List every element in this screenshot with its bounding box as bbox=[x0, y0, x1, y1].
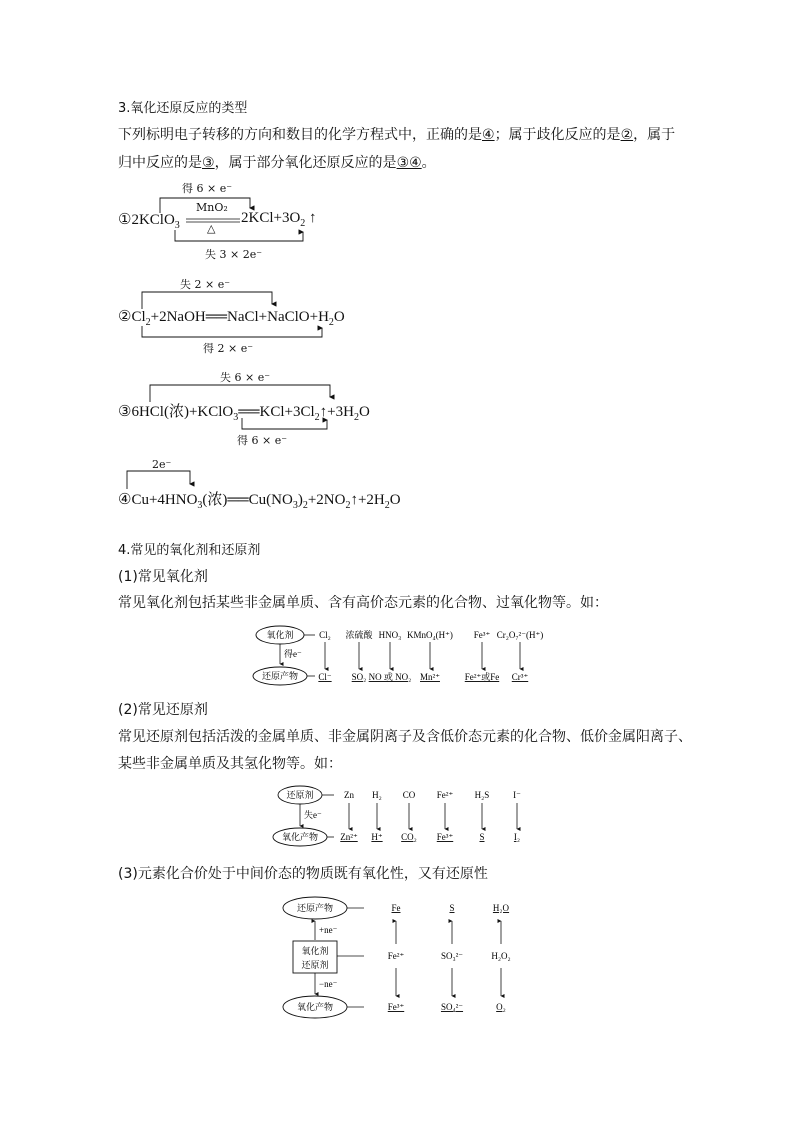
eq1-reactant: ①2KClO$_3$ bbox=[118, 212, 180, 231]
reductant-oval-label: 还原剂 bbox=[286, 790, 314, 800]
oxidant-bottom-item: Mn²⁺ bbox=[420, 672, 440, 682]
eq1-catalyst: MnO₂ bbox=[196, 201, 228, 214]
oxidant-bottom-item: SO₂ bbox=[351, 672, 367, 682]
oxidant-bottom-item: Fe²⁺或Fe bbox=[464, 672, 500, 682]
eq3-top-label: 失 6 × e⁻ bbox=[220, 371, 271, 384]
mid-middle-item: SO₃²⁻ bbox=[440, 951, 464, 961]
eq1-bottom-label: 失 3 × 2e⁻ bbox=[205, 248, 263, 261]
sub2-text-line1: 常见还原剂包括活泼的金属单质、非金属阴离子及含低价态元素的化合物、低价金属阳离子、 bbox=[118, 729, 692, 745]
sub2-text-line2: 某些非金属单质及其氢化物等。如： bbox=[118, 756, 342, 772]
eq3-bottom-label: 得 6 × e⁻ bbox=[237, 434, 288, 447]
eq2-top-label: 失 2 × e⁻ bbox=[180, 278, 231, 291]
eq4: $④Cu+4HNO_3$(浓)$══Cu(NO_3)_2+2NO_2↑+2H_2O$ bbox=[118, 492, 401, 511]
mid-bottom-item: O₂ bbox=[496, 1002, 506, 1012]
oxidant-bottom-item: Cl⁻ bbox=[318, 672, 332, 682]
mid-reduction-oval-label: 还原产物 bbox=[296, 903, 334, 913]
mid-middle-item: Fe²⁺ bbox=[387, 951, 405, 961]
eq3: ③6HCl(浓)$+KClO_3══KCl+3Cl_2↑+3H_2O$ bbox=[118, 404, 370, 423]
reductant-bottom-item: I₂ bbox=[513, 832, 521, 842]
oxidant-oval-label: 氧化剂 bbox=[266, 630, 294, 640]
sub3-heading: (3)元素化合价处于中间价态的物质既有氧化性，又有还原性 bbox=[118, 866, 488, 882]
eq1-products: $2KCl+3O_2$ ↑ bbox=[241, 210, 317, 229]
sub1-heading: (1)常见氧化剂 bbox=[118, 569, 208, 585]
oxidant-top-item: Fe³⁺ bbox=[473, 630, 491, 640]
para-text: 下列标明电子转移的方向和数目的化学方程式中，正确的是 bbox=[118, 127, 482, 143]
eq2-bottom-label: 得 2 × e⁻ bbox=[203, 342, 254, 355]
mid-top-item: Fe bbox=[391, 903, 401, 913]
para-text: ；属于歧化反应的是 bbox=[494, 127, 621, 143]
oxidant-top-item: HNO₃ bbox=[378, 630, 402, 640]
eq1-top-label: 得 6 × e⁻ bbox=[182, 182, 233, 195]
answer-partial-redox: ③④ bbox=[396, 155, 422, 171]
sub2-heading: (2)常见还原剂 bbox=[118, 702, 208, 718]
section4-heading: 4.常见的氧化剂和还原剂 bbox=[118, 543, 261, 558]
oxidant-columns bbox=[318, 629, 543, 682]
mid-oxidation-oval-label: 氧化产物 bbox=[296, 1002, 334, 1012]
oxidant-top-item: Cl₂ bbox=[319, 630, 331, 640]
mid-middle-item: H₂O₂ bbox=[491, 951, 511, 961]
reductant-bottom-item: H⁺ bbox=[371, 832, 383, 842]
lose-electron-label: 失e⁻ bbox=[304, 810, 322, 820]
oxidant-bottom-item: NO 或 NO₂ bbox=[368, 672, 412, 682]
mid-down-label: −ne⁻ bbox=[319, 979, 338, 989]
mid-agent-box-line2: 还原剂 bbox=[301, 960, 329, 970]
mid-columns bbox=[388, 903, 511, 1012]
mid-bottom-item: Fe³⁺ bbox=[387, 1002, 405, 1012]
eq1-heat-symbol: △ bbox=[207, 222, 216, 235]
oxidant-top-item: Cr₂O₇²⁻(H⁺) bbox=[496, 630, 544, 640]
para-text: 。 bbox=[421, 155, 436, 171]
reductant-bottom-item: S bbox=[479, 832, 485, 842]
mid-top-item: S bbox=[449, 903, 455, 913]
para-text: 归中反应的是 bbox=[118, 155, 202, 171]
reductant-top-item: Zn bbox=[344, 790, 354, 800]
answer-comproportionation: ③ bbox=[202, 155, 215, 171]
answer-disproportionation: ② bbox=[620, 127, 634, 143]
mid-agent-box-line1: 氧化剂 bbox=[301, 946, 329, 956]
eq2: $②Cl_2+2NaOH══NaCl+NaClO+H_2O$ bbox=[118, 309, 345, 328]
reductant-columns bbox=[340, 790, 521, 842]
sub1-text: 常见氧化剂包括某些非金属单质、含有高价态元素的化合物、过氧化物等。如： bbox=[118, 595, 608, 611]
section3-heading: 3.氧化还原反应的类型 bbox=[118, 101, 248, 116]
mid-up-label: +ne⁻ bbox=[319, 925, 338, 935]
para-text: ，属于 bbox=[633, 127, 676, 143]
oxidant-top-item: KMnO₄(H⁺) bbox=[407, 630, 453, 640]
eq4-top-label: 2e⁻ bbox=[152, 458, 172, 471]
reductant-bottom-item: Zn²⁺ bbox=[340, 832, 358, 842]
para-text: ，属于部分氧化还原反应的是 bbox=[214, 155, 397, 171]
reductant-bottom-item: Fe³⁺ bbox=[436, 832, 454, 842]
reductant-top-item: H₂ bbox=[372, 790, 382, 800]
gain-electron-label: 得e⁻ bbox=[284, 649, 302, 659]
mid-bottom-item: SO₄²⁻ bbox=[440, 1002, 464, 1012]
oxidant-top-item: 浓硫酸 bbox=[345, 630, 373, 640]
reductant-top-item: I⁻ bbox=[513, 790, 521, 800]
oxidant-bottom-item: Cr³⁺ bbox=[511, 672, 529, 682]
reductant-top-item: Fe²⁺ bbox=[436, 790, 454, 800]
reductant-top-item: CO bbox=[402, 790, 416, 800]
answer-correct: ④ bbox=[482, 127, 495, 143]
mid-top-item: H₂O bbox=[492, 903, 510, 913]
oxidation-product-oval-label: 氧化产物 bbox=[281, 832, 319, 842]
reductant-top-item: H₂S bbox=[474, 790, 490, 800]
reduction-product-oval-label: 还原产物 bbox=[261, 671, 299, 681]
reductant-bottom-item: CO₂ bbox=[401, 832, 417, 842]
